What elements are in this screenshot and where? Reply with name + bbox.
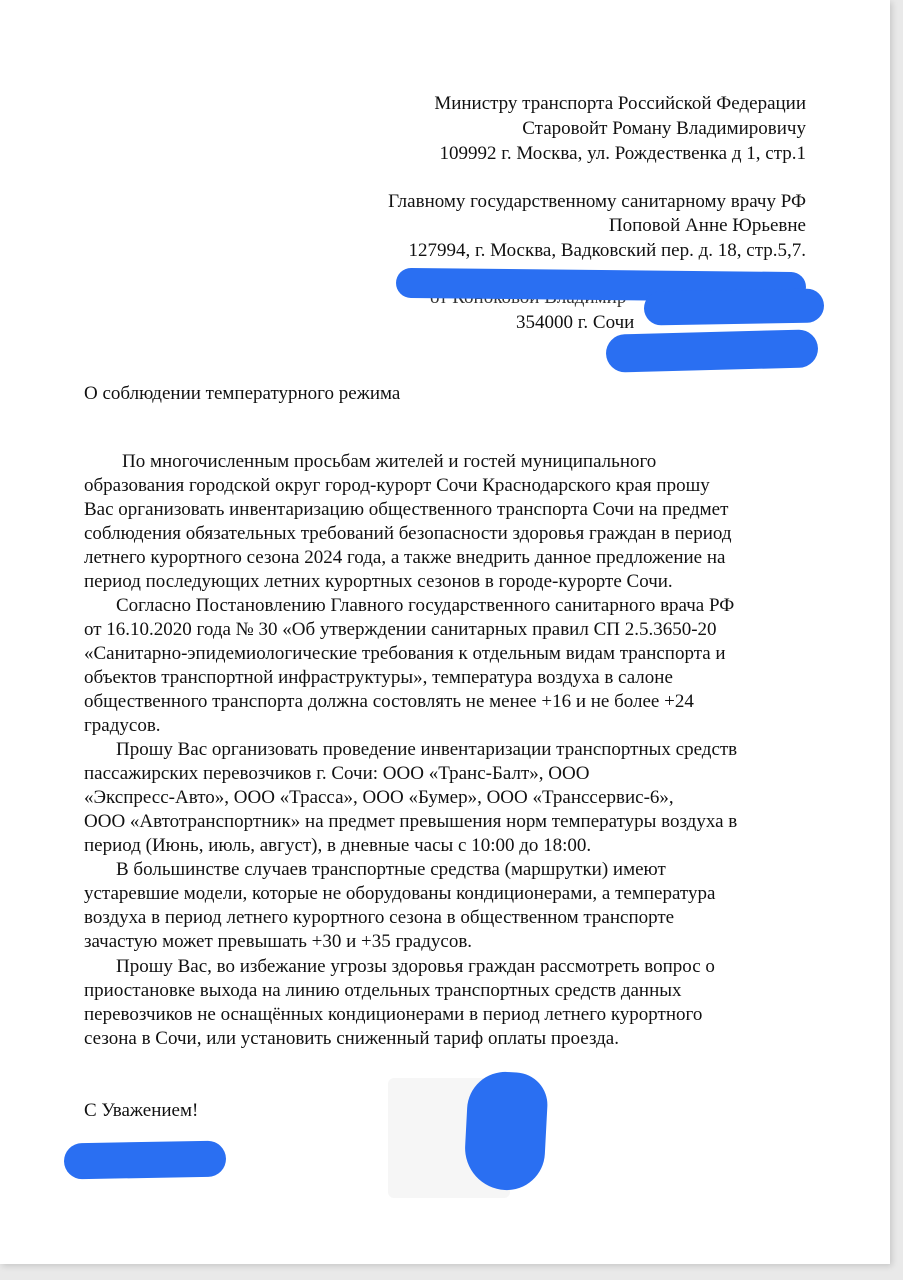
- body-line-15: «Экспресс-Авто», ООО «Трасса», ООО «Бумер», ООО «Транссервис-6»,: [84, 787, 674, 808]
- recipient-2-line-3: 127994, г. Москва, Вадковский пер. д. 18, стр.5,7.: [408, 240, 806, 261]
- body-line-23: приостановке выхода на линию отдельных транспортных средств данных: [84, 980, 682, 1001]
- body-line-17: период (Июнь, июль, август), в дневные часы с 10:00 до 18:00.: [84, 835, 592, 856]
- body-line-19: устаревшие модели, которые не оборудованы кондиционерами, а температура: [84, 883, 716, 904]
- body-line-11: общественного транспорта должна состовлять не менее +16 и не более +24: [84, 691, 694, 712]
- body-line-1: По многочисленным просьбам жителей и гостей муниципального: [122, 451, 657, 472]
- recipient-1-line-1: Министру транспорта Российской Федерации: [434, 93, 806, 114]
- body-line-3: Вас организовать инвентаризацию общественного транспорта Сочи на предмет: [84, 499, 729, 520]
- body-line-4: соблюдения обязательных требований безопасности здоровья граждан в период: [84, 523, 732, 544]
- body-line-2: образования городской округ город-курорт Сочи Краснодарского края прошу: [84, 475, 710, 496]
- sender-address-partial: 354000 г. Сочи: [516, 312, 635, 333]
- redaction-mark-sender-address: [644, 288, 825, 325]
- letter-subject: О соблюдении температурного режима: [84, 383, 401, 404]
- body-line-9: «Санитарно-эпидемиологические требования к отдельным видам транспорта и: [84, 643, 726, 664]
- redaction-mark-signature: [463, 1070, 549, 1192]
- body-line-12: градусов.: [84, 715, 161, 736]
- body-line-6: период последующих летних курортных сезонов в городе-курорте Сочи.: [84, 571, 673, 592]
- body-line-7: Согласно Постановлению Главного государственного санитарного врача РФ: [116, 595, 735, 616]
- body-line-16: ООО «Автотранспортник» на предмет превышения норм температуры воздуха в: [84, 811, 738, 832]
- closing-greeting: С Уважением!: [84, 1100, 199, 1121]
- recipient-2-line-1: Главному государственному санитарному врачу РФ: [388, 191, 806, 212]
- body-line-13: Прошу Вас организовать проведение инвентаризации транспортных средств: [116, 739, 738, 760]
- recipient-2-line-2: Поповой Анне Юрьевне: [608, 215, 806, 236]
- body-line-5: летнего курортного сезона 2024 года, а также внедрить данное предложение на: [84, 547, 726, 568]
- redaction-mark-sender-extra: [606, 329, 819, 373]
- body-line-25: сезона в Сочи, или установить сниженный тариф оплаты проезда.: [84, 1028, 619, 1049]
- body-line-18: В большинстве случаев транспортные средства (маршрутки) имеют: [116, 859, 666, 880]
- body-line-21: зачастую может превышать +30 и +35 градусов.: [84, 931, 473, 952]
- body-line-24: перевозчиков не оснащённых кондиционерами в период летнего курортного: [84, 1004, 703, 1025]
- redaction-mark-signer-name: [64, 1141, 227, 1180]
- body-line-20: воздуха в период летнего курортного сезона в общественном транспорте: [84, 907, 675, 928]
- body-line-22: Прошу Вас, во избежание угрозы здоровья граждан рассмотреть вопрос о: [116, 956, 715, 977]
- recipient-1-line-2: Старовойт Роману Владимировичу: [522, 118, 806, 139]
- body-line-8: от 16.10.2020 года № 30 «Об утверждении санитарных правил СП 2.5.3650-20: [84, 619, 717, 640]
- recipient-1-line-3: 109992 г. Москва, ул. Рождественка д 1, стр.1: [439, 143, 806, 164]
- body-line-10: объектов транспортной инфраструктуры», температура воздуха в салоне: [84, 667, 673, 688]
- body-line-14: пассажирских перевозчиков г. Сочи: ООО «Транс-Балт», ООО: [84, 763, 590, 784]
